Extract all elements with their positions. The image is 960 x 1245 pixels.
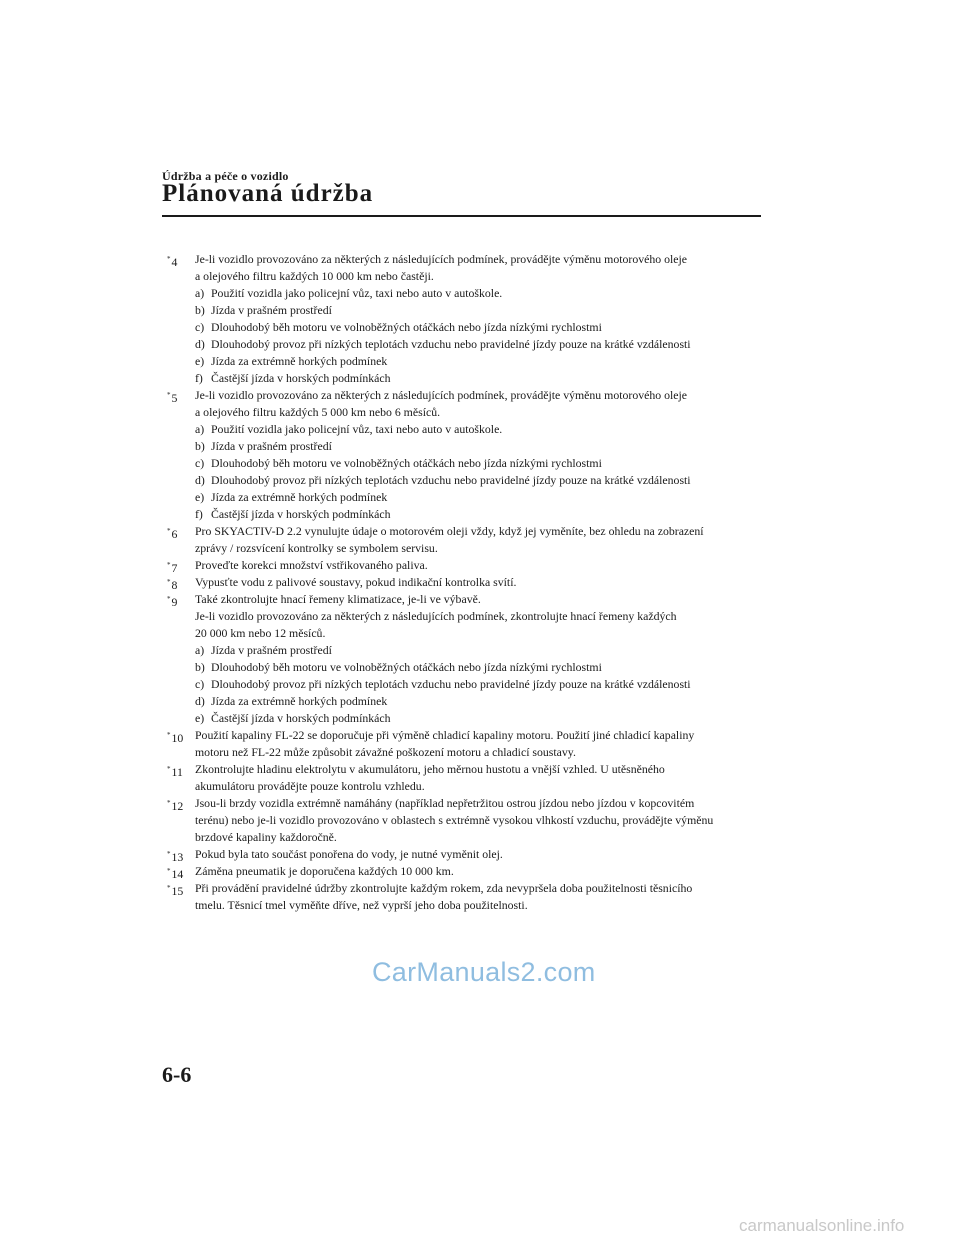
footnote-condition-item — [195, 353, 767, 370]
footnote-text-line: Je-li vozidlo provozováno za některých z následujících podmínek, provádějte výměnu motorového oleje — [195, 252, 688, 266]
asterisk-mark: * — [167, 391, 171, 399]
condition-text: Jízda v prašném prostředí — [211, 643, 332, 657]
footnote-number — [167, 761, 183, 781]
footnote-number-value: 15 — [171, 884, 184, 898]
footnote-text-line: Také zkontrolujte hnací řemeny klimatizace, je-li ve výbavě. — [195, 592, 481, 606]
footnote-condition-item — [195, 370, 767, 387]
condition-text: Dlouhodobý provoz při nízkých teplotách vzduchu nebo pravidelné jízdy pouze na krátké vzdálenosti — [211, 337, 691, 351]
condition-letter: b) — [195, 303, 205, 317]
asterisk-mark: * — [167, 595, 171, 603]
condition-letter: f) — [195, 371, 203, 385]
asterisk-mark: * — [167, 867, 171, 875]
asterisk-mark: * — [167, 255, 171, 263]
footnote-text-line: akumulátoru provádějte pouze kontrolu vzhledu. — [195, 779, 425, 793]
footnote-number — [167, 523, 177, 543]
footnote-condition-item — [195, 693, 767, 710]
asterisk-mark: * — [167, 561, 171, 569]
asterisk-mark: * — [167, 884, 171, 892]
footnote-condition-item — [195, 455, 767, 472]
footnote-text-line: Použití kapaliny FL-22 se doporučuje při výměně chladicí kapaliny motoru. Použití jiné chladicí kapaliny — [195, 728, 695, 742]
footer-site-mark: carmanualsonline.info — [739, 1216, 905, 1235]
footnote-condition-item — [195, 489, 767, 506]
footnote-number-value: 8 — [171, 578, 178, 592]
footnote-number-value: 14 — [171, 867, 184, 881]
condition-letter: e) — [195, 490, 205, 504]
condition-text: Dlouhodobý běh motoru ve volnoběžných otáčkách nebo jízda nízkými rychlostmi — [211, 660, 602, 674]
footnote-text-line: terénu) nebo je-li vozidlo provozováno v oblastech s extrémně vysokou vlhkostí vzduchu, provádějte výměnu — [195, 813, 714, 827]
footnote-text-line: Vypusťte vodu z palivové soustavy, pokud indikační kontrolka svítí. — [195, 575, 517, 589]
footnote-condition-item — [195, 676, 767, 693]
footnote-condition-item — [195, 285, 767, 302]
footnote-number — [167, 251, 177, 271]
asterisk-mark: * — [167, 527, 171, 535]
footnote-14 — [167, 863, 767, 880]
asterisk-mark: * — [167, 850, 171, 858]
footnote-number-value: 12 — [171, 799, 184, 813]
footnote-number-value: 4 — [171, 255, 178, 269]
footnote-15 — [167, 880, 767, 914]
page-number: 6-6 — [162, 1062, 192, 1087]
asterisk-mark: * — [167, 731, 171, 739]
footnote-9 — [167, 591, 767, 727]
footnote-condition-item — [195, 421, 767, 438]
asterisk-mark: * — [167, 765, 171, 773]
page-title: Plánovaná údržba — [162, 180, 374, 207]
footnote-7 — [167, 557, 767, 574]
footnote-number-value: 13 — [171, 850, 184, 864]
condition-text: Častější jízda v horských podmínkách — [211, 711, 391, 725]
condition-text: Jízda v prašném prostředí — [211, 439, 332, 453]
footnote-condition-item — [195, 506, 767, 523]
footnote-number — [167, 880, 183, 900]
footnote-11 — [167, 761, 767, 795]
footnote-condition-item — [195, 472, 767, 489]
condition-letter: d) — [195, 337, 205, 351]
footnote-condition-item — [195, 336, 767, 353]
condition-letter: a) — [195, 422, 205, 436]
condition-letter: e) — [195, 354, 205, 368]
footnote-text-line: Pro SKYACTIV-D 2.2 vynulujte údaje o motorovém oleji vždy, když jej vyměníte, bez ohledu na zobrazení — [195, 524, 704, 538]
footnote-number-value: 6 — [171, 527, 178, 541]
footnote-condition-item — [195, 319, 767, 336]
condition-letter: d) — [195, 694, 205, 708]
footnote-12 — [167, 795, 767, 846]
footnote-number-value: 11 — [171, 765, 183, 779]
condition-text: Častější jízda v horských podmínkách — [211, 507, 391, 521]
footnote-5 — [167, 387, 767, 523]
condition-letter: d) — [195, 473, 205, 487]
footnote-10 — [167, 727, 767, 761]
condition-text: Použití vozidla jako policejní vůz, taxi nebo auto v autoškole. — [211, 286, 503, 300]
footnote-4 — [167, 251, 767, 387]
footnote-text-line: a olejového filtru každých 10 000 km nebo častěji. — [195, 269, 434, 283]
condition-letter: e) — [195, 711, 205, 725]
condition-text: Dlouhodobý běh motoru ve volnoběžných otáčkách nebo jízda nízkými rychlostmi — [211, 456, 602, 470]
condition-text: Jízda v prašném prostředí — [211, 303, 332, 317]
footnote-condition-item — [195, 438, 767, 455]
footnote-text-line: motoru než FL-22 může způsobit závažné poškození motoru a chladicí soustavy. — [195, 745, 576, 759]
condition-letter: a) — [195, 643, 205, 657]
footnote-text-line: 20 000 km nebo 12 měsíců. — [195, 626, 326, 640]
footnote-text-line: Pokud byla tato součást ponořena do vody, je nutné vyměnit olej. — [195, 847, 503, 861]
footnote-number-value: 5 — [171, 391, 178, 405]
asterisk-mark: * — [167, 578, 171, 586]
footnote-text-line: Je-li vozidlo provozováno za některých z následujících podmínek, provádějte výměnu motorového oleje — [195, 388, 688, 402]
footnote-text-line: Jsou-li brzdy vozidla extrémně namáhány (například nepřetržitou ostrou jízdou nebo jízdou v kopcovitém — [195, 796, 695, 810]
condition-text: Jízda za extrémně horkých podmínek — [211, 354, 388, 368]
footnote-condition-item — [195, 302, 767, 319]
condition-letter: b) — [195, 660, 205, 674]
footnote-text-line: Zkontrolujte hladinu elektrolytu v akumulátoru, jeho měrnou hustotu a vnější vzhled. U utěsněného — [195, 762, 665, 776]
footnote-number — [167, 727, 183, 747]
condition-letter: f) — [195, 507, 203, 521]
condition-text: Použití vozidla jako policejní vůz, taxi nebo auto v autoškole. — [211, 422, 503, 436]
footnote-text-line: Proveďte korekci množství vstřikovaného paliva. — [195, 558, 428, 572]
footnotes-list — [167, 251, 767, 914]
condition-text: Jízda za extrémně horkých podmínek — [211, 694, 388, 708]
footnote-text-line: Záměna pneumatik je doporučena každých 10 000 km. — [195, 864, 454, 878]
footnote-number — [167, 591, 177, 611]
asterisk-mark: * — [167, 799, 171, 807]
footnote-text-line: zprávy / rozsvícení kontrolky se symbolem servisu. — [195, 541, 438, 555]
footnote-text-line: tmelu. Těsnicí tmel vyměňte dříve, než vyprší jeho doba použitelnosti. — [195, 898, 528, 912]
condition-text: Dlouhodobý provoz při nízkých teplotách vzduchu nebo pravidelné jízdy pouze na krátké vzdálenosti — [211, 473, 691, 487]
footnote-8 — [167, 574, 767, 591]
condition-letter: b) — [195, 439, 205, 453]
footnote-number — [167, 387, 177, 407]
footnote-number-value: 7 — [171, 561, 178, 575]
condition-letter: c) — [195, 677, 205, 691]
condition-text: Častější jízda v horských podmínkách — [211, 371, 391, 385]
watermark-logo: CarManuals2.com — [372, 957, 596, 987]
condition-letter: c) — [195, 456, 205, 470]
footnote-number-value: 10 — [171, 731, 184, 745]
condition-text: Dlouhodobý provoz při nízkých teplotách vzduchu nebo pravidelné jízdy pouze na krátké vzdálenosti — [211, 677, 691, 691]
footnote-text-line: a olejového filtru každých 5 000 km nebo 6 měsíců. — [195, 405, 441, 419]
condition-letter: a) — [195, 286, 205, 300]
footnote-condition-item — [195, 659, 767, 676]
condition-text: Dlouhodobý běh motoru ve volnoběžných otáčkách nebo jízda nízkými rychlostmi — [211, 320, 602, 334]
footnote-13 — [167, 846, 767, 863]
footnote-6 — [167, 523, 767, 557]
condition-text: Jízda za extrémně horkých podmínek — [211, 490, 388, 504]
footnote-number-value: 9 — [171, 595, 178, 609]
footnote-condition-item — [195, 710, 767, 727]
condition-letter: c) — [195, 320, 205, 334]
footnote-text-line: brzdové kapaliny každoročně. — [195, 830, 337, 844]
footnote-text-line: Při provádění pravidelné údržby zkontrolujte každým rokem, zda nevypršela doba použitelnosti těsnicího — [195, 881, 693, 895]
footnote-number — [167, 795, 183, 815]
title-divider — [162, 215, 761, 217]
section-heading: Údržba a péče o vozidlo — [162, 169, 289, 183]
footnote-text-line: Je-li vozidlo provozováno za některých z následujících podmínek, zkontrolujte hnací řemeny každých — [195, 609, 677, 623]
footnote-condition-item — [195, 642, 767, 659]
